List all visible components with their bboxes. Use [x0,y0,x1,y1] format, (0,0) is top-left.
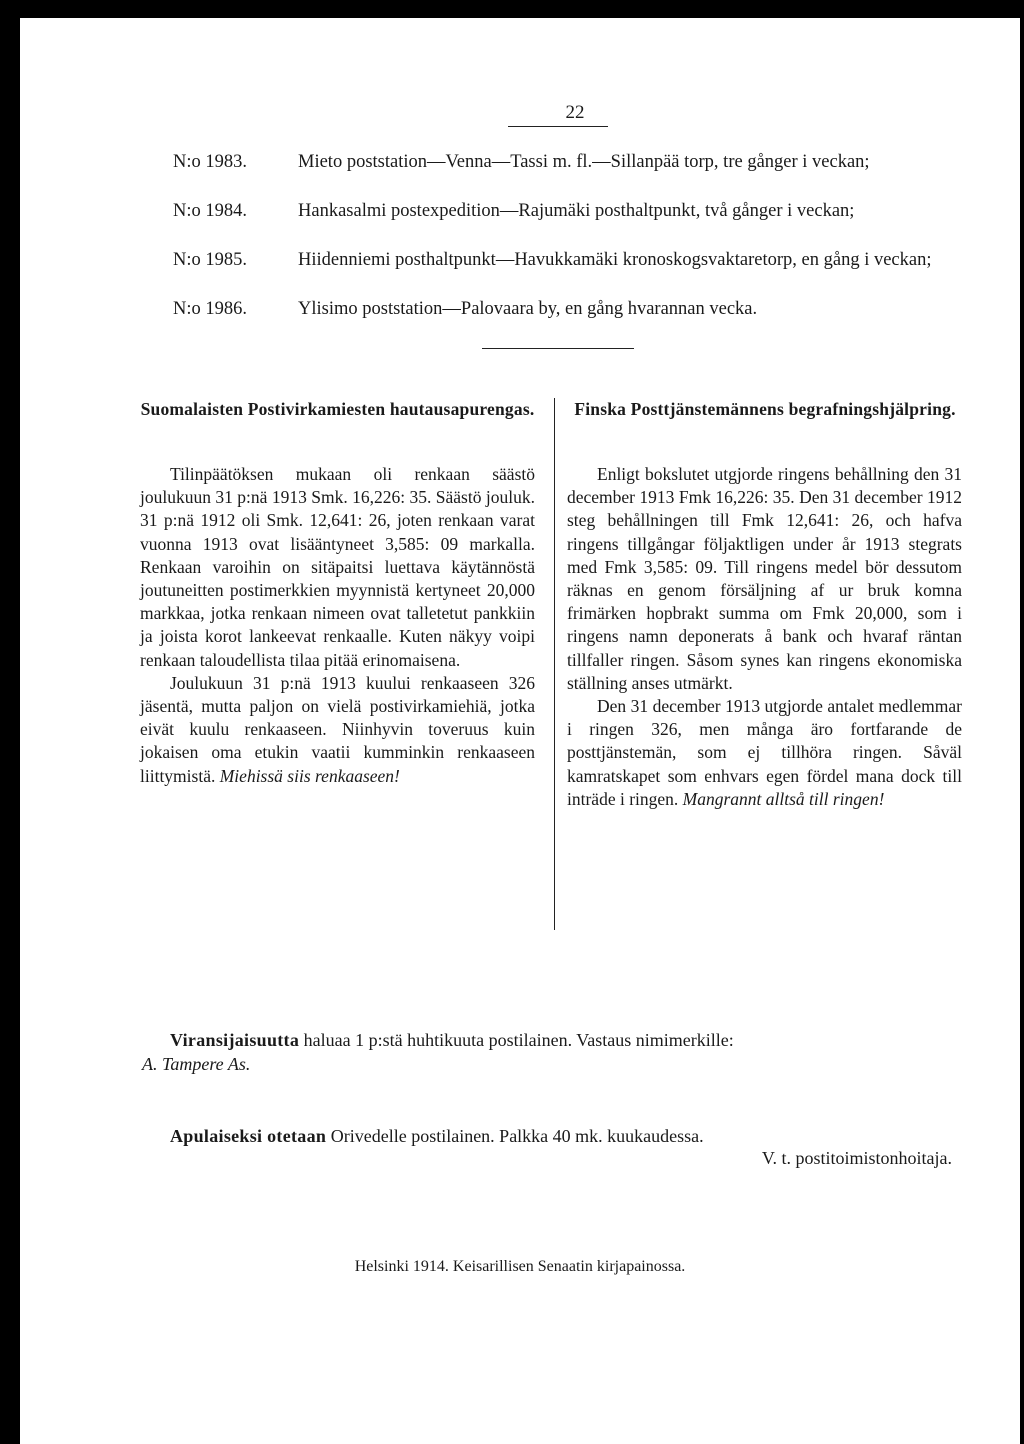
left-paragraph-text: Joulukuun 31 p:nä 1913 kuului renkaaseen 326 jäsentä, mutta paljon on vielä postivirkamiehiä, jotka eivät kuulu renkaaseen. Niinhyvin toveruus kuin jokaisen oma etukin vaatii kumminkin renkaaseen liittymistä. [140,672,535,786]
route-number: N:o 1985. [173,250,247,270]
route-entry [173,200,963,223]
route-text: Ylisimo poststation—Palovaara by, en gång hvarannan vecka. [298,299,758,319]
right-paragraph [567,695,962,811]
printer-footer: Helsinki 1914. Keisarillisen Senaatin kirjapainossa. [354,1258,686,1275]
classified-ad [142,1124,967,1148]
page-number: 22 [565,102,585,123]
page-number-rule [508,126,608,127]
left-column-heading: Suomalaisten Postivirkamiesten hautausapurengas. [140,399,535,419]
route-text: Hankasalmi postexpedition—Rajumäki posthaltpunkt, två gånger i veckan; [298,201,855,221]
ad-text: Orivedelle postilainen. Palkka 40 mk. kuukaudessa. [330,1126,704,1146]
column-divider [554,398,555,930]
ad-text: haluaa 1 p:stä huhtikuuta postilainen. Vastaus nimimerkille: [303,1030,734,1050]
right-column [567,463,962,811]
ad-signature: V. t. postitoimistonhoitaja. [761,1148,952,1168]
ad-keyword: Apulaiseksi otetaan [170,1126,327,1146]
left-paragraph: Tilinpäätöksen mukaan oli renkaan säästö joulukuun 31 p:nä 1913 Smk. 16,226: 35. Säästö jouluk. 31 p:nä 1912 oli Smk. 12,641: 26, joten renkaan varat vuonna 1913 ovat lisääntyneet 3,585: 09 markalla. Renkaan varoihin on sitäpaitsi luettava käytännöstä joutuneitten postimerkkien myynnistä kertyneet 20,000 markkaa, jotka renkaan nimeen ovat talletetut pankkiin ja joista korot lankeevat renkaalle. Kuten näkyy voipi renkaan taloudellista tilaa pitää erinomaisena. [140,464,535,670]
right-column-heading: Finska Posttjänstemännens begrafningshjälpring. [574,399,956,419]
route-text: Mieto poststation—Venna—Tassi m. fl.—Sillanpää torp, tre gånger i veckan; [298,152,870,172]
ad-keyword: Viransijaisuutta [170,1030,300,1050]
section-divider [482,348,634,349]
left-closing-slogan: Miehissä siis renkaaseen! [219,765,400,786]
right-paragraph-text: Den 31 december 1913 utgjorde antalet medlemmar i ringen 326, men många äro fortfarande de posttjänstemän, som ej tillhöra ringen. Såväl kamratskapet som enhvars egen fördel mana dock till inträde i ringen. [567,696,962,809]
route-number: N:o 1984. [173,201,247,221]
right-closing-slogan: Mangrannt alltså till ringen! [682,788,885,809]
route-entry [173,151,963,174]
route-text: Hiidenniemi posthaltpunkt—Havukkamäki kronoskogsvaktaretorp, en gång i veckan; [298,250,932,270]
route-number: N:o 1983. [173,152,247,172]
ad-signature: A. Tampere As. [142,1054,251,1074]
left-column [140,463,535,788]
route-entry [173,298,963,321]
right-paragraph: Enligt bokslutet utgjorde ringens behållning den 31 december 1913 Fmk 16,226: 35. Den 31 december 1912 steg behållningen till Fmk 12,641: 26, och hafva ringens tillgångar följaktligen under år 1913 stegrats med Fmk 3,585: 09. Till ringens medel bör dessutom räknas en genom försäljning af ur bruk komna frimärken hopbrakt summa om Fmk 20,000, som i ringens namn deponerats å bank och hvaraf räntan tillfaller ringen. Såsom synes kan ringens ekonomiska ställning anses utmärkt. [567,464,962,693]
document-page [20,18,1020,1444]
classified-ad [142,1028,967,1076]
route-entry [173,249,963,272]
route-number: N:o 1986. [173,299,247,319]
left-paragraph [140,672,535,788]
